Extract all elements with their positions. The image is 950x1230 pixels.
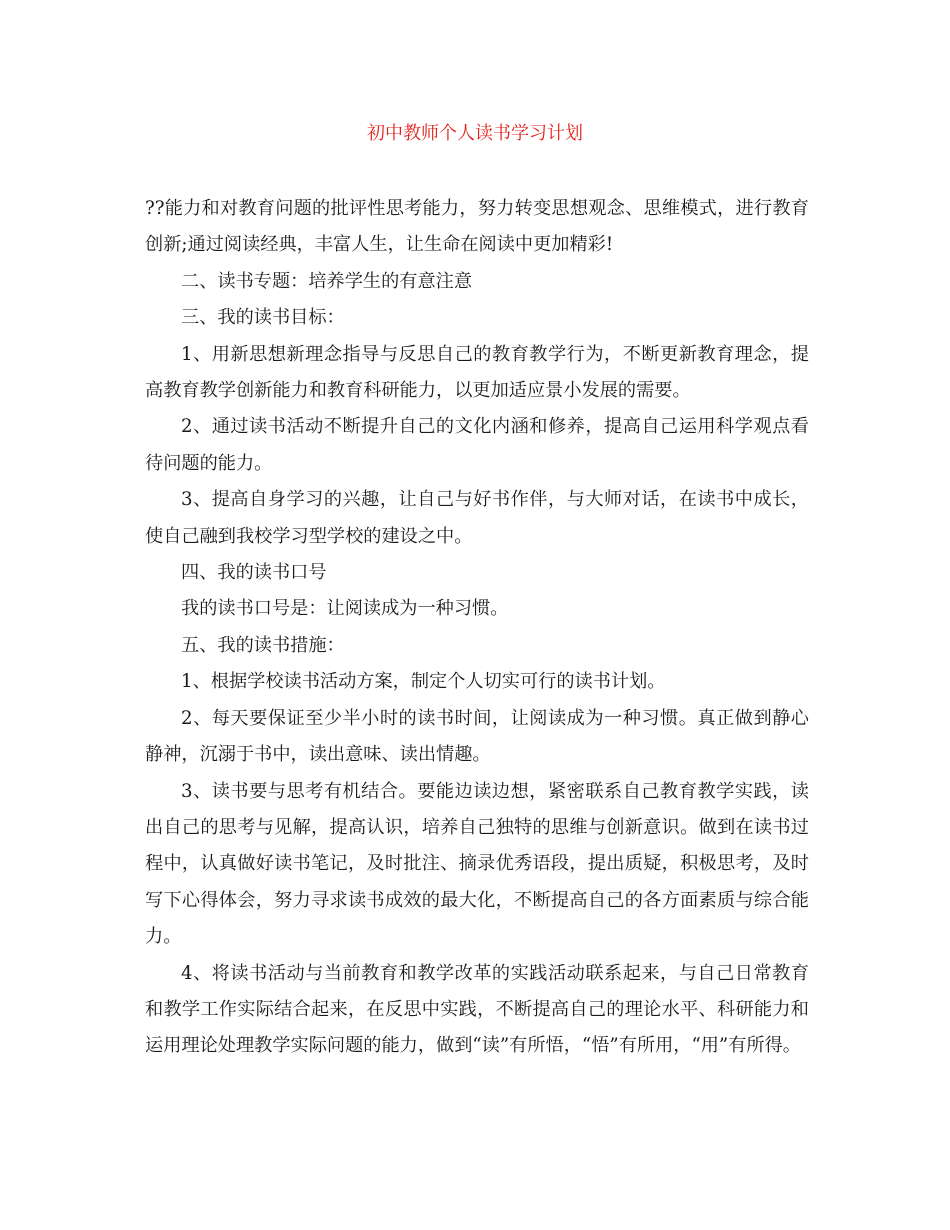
paragraph-goal-2: 2、通过读书活动不断提升自己的文化内涵和修养，提高自己运用科学观点看待问题的能力。: [145, 416, 809, 474]
paragraph-intro: ??能力和对教育问题的批评性思考能力，努力转变思想观念、思维模式，进行教育创新;通过阅读经典，丰富人生，让生命在阅读中更加精彩!: [145, 198, 809, 256]
paragraph-section-3: 三、我的读书目标：: [181, 307, 345, 329]
document-body: [145, 191, 809, 1065]
paragraph-section-4: 四、我的读书口号: [181, 562, 327, 584]
paragraph-goal-3: 3、提高自身学习的兴趣，让自己与好书作伴，与大师对话，在读书中成长，使自己融到我校学习型学校的建设之中。: [145, 489, 809, 547]
paragraph-section-5: 五、我的读书措施：: [181, 634, 345, 656]
paragraph-measure-1: 1、根据学校读书活动方案，制定个人切实可行的读书计划。: [181, 671, 666, 693]
paragraph-section-2: 二、读书专题：培养学生的有意注意: [181, 270, 473, 292]
paragraph-measure-3: 3、读书要与思考有机结合。要能边读边想，紧密联系自己教育教学实践，读出自己的思考与见解，提高认识，培养自己独特的思维与创新意识。做到在读书过程中，认真做好读书笔记，及时批注、摘录优秀语段，提出质疑，积极思考，及时写下心得体会，努力寻求读书成效的最大化，不断提高自己的各方面素质与综合能力。: [145, 780, 809, 948]
paragraph-goal-1: 1、用新思想新理念指导与反思自己的教育教学行为，不断更新教育理念，提高教育教学创新能力和教育科研能力，以更加适应景小发展的需要。: [145, 343, 809, 402]
paragraph-slogan: 我的读书口号是：让阅读成为一种习惯。: [181, 598, 509, 620]
paragraph-measure-2: 2、每天要保证至少半小时的读书时间，让阅读成为一种习惯。真正做到静心静神，沉溺于书中，读出意味、读出情趣。: [145, 707, 809, 766]
document-title: 初中教师个人读书学习计划: [367, 123, 583, 144]
paragraph-measure-4: 4、将读书活动与当前教育和教学改革的实践活动联系起来，与自己日常教育和教学工作实际结合起来，在反思中实践，不断提高自己的理论水平、科研能力和运用理论处理教学实际问题的能力，做到“读”有所悟，“悟”有所用，“用”有所得。: [145, 962, 809, 1057]
